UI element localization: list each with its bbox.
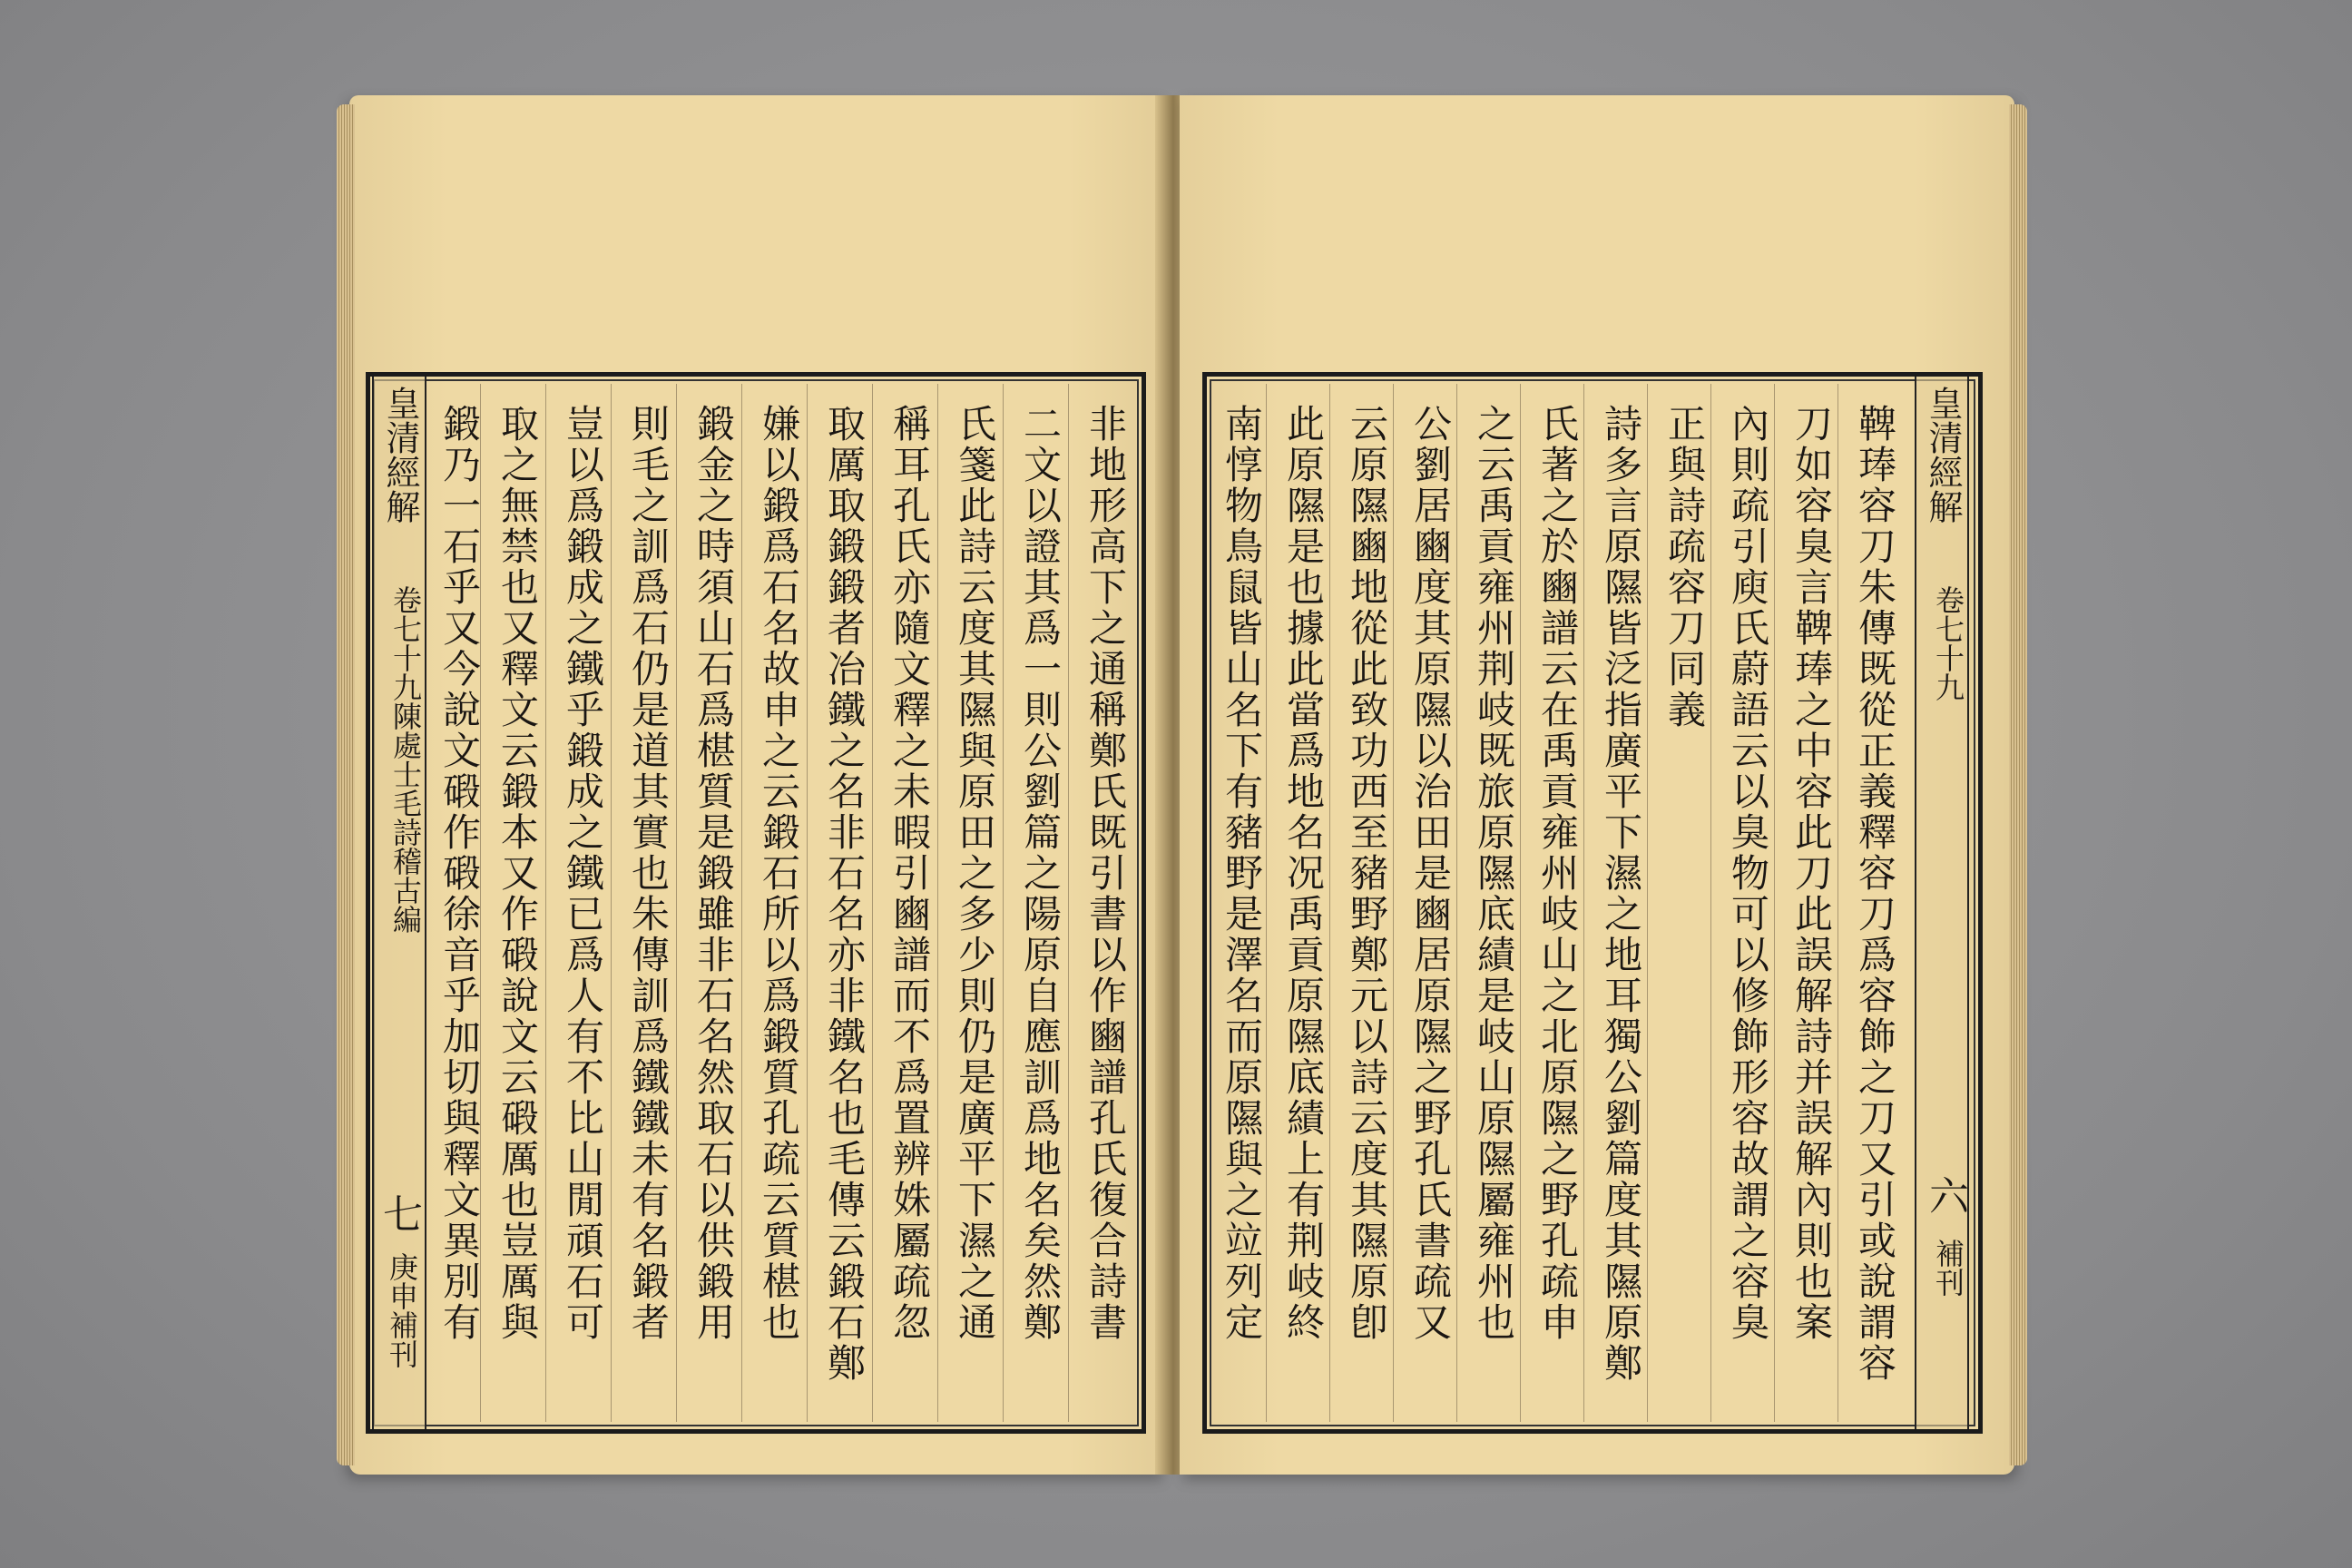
left-strip-volume: 卷七十九陳處士毛詩稽古編 [388, 585, 423, 934]
text-column: 取厲取鍛鍛者冶鐵之名非石名亦非鐵名也毛傳云鍛石鄭 [822, 404, 867, 1384]
left-strip-note: 庚申補刊 [385, 1252, 419, 1368]
open-book [349, 95, 2014, 1475]
text-column: 刀如容臭言鞞琫之中容此刀此誤解詩并誤解內則也案 [1789, 404, 1834, 1343]
left-page [349, 95, 1166, 1475]
right-page [1180, 95, 2014, 1475]
text-column: 南惇物鳥鼠皆山名下有豬野是澤名而原隰與之竝列定 [1220, 404, 1264, 1343]
left-page-edges [337, 104, 355, 1465]
text-column: 鍛乃一石乎又今說文碫作碫徐音乎加切與釋文異別有 [437, 404, 482, 1343]
text-column: 詩多言原隰皆泛指廣平下濕之地耳獨公劉篇度其隰原鄭 [1599, 404, 1643, 1384]
text-column: 鍛金之時須山石爲椹質是鍛雖非石名然取石以供鍛用 [691, 404, 736, 1343]
right-text-frame [1202, 372, 1983, 1434]
text-column: 豈以爲鍛成之鐵乎鍛成之鐵已爲人有不比山閒頑石可 [561, 404, 605, 1343]
left-text-frame [366, 372, 1146, 1434]
text-column: 非地形高下之通稱鄭氏既引書以作豳譜孔氏復合詩書 [1083, 404, 1128, 1343]
text-column: 二文以證其爲一則公劉篇之陽原自應訓爲地名矣然鄭 [1018, 404, 1063, 1343]
text-column: 氏箋此詩云度其隰與原田之多少則仍是廣平下濕之通 [953, 404, 997, 1343]
text-column: 之云禹貢雍州荆岐既旅原隰底績是岐山原隰屬雍州也 [1472, 404, 1516, 1343]
text-column: 取之無禁也又釋文云鍛本又作碫說文云碫厲也豈厲與 [495, 404, 540, 1343]
text-column: 正與詩疏容刀同義 [1662, 404, 1707, 730]
text-column: 氏著之於豳譜云在禹貢雍州岐山之北原隰之野孔疏申 [1535, 404, 1580, 1343]
right-strip-volume: 卷七十九 [1931, 585, 1965, 701]
text-column: 鞞琫容刀朱傳既從正義釋容刀爲容飾之刀又引或說謂容 [1853, 404, 1897, 1384]
right-page-edges [2009, 104, 2027, 1465]
text-column: 則毛之訓爲石仍是道其實也朱傳訓爲鐵鐵未有名鍛者 [626, 404, 671, 1343]
right-strip-title: 皇清經解 [1923, 386, 1963, 524]
text-column: 公劉居豳度其原隰以治田是豳居原隰之野孔氏書疏又 [1408, 404, 1453, 1343]
text-column: 嫌以鍛爲石名故申之云鍛石所以爲鍛質孔疏云質椹也 [757, 404, 801, 1343]
right-strip-note: 補刊 [1931, 1239, 1965, 1297]
left-strip-title: 皇清經解 [380, 386, 420, 524]
text-column: 云原隰豳地從此致功西至豬野鄭元以詩云度其隰原卽 [1345, 404, 1389, 1343]
text-column: 此原隰是也據此當爲地名况禹貢原隰底績上有荆岐終 [1281, 404, 1326, 1343]
left-page-number: 七 [376, 1193, 422, 1233]
text-column: 稱耳孔氏亦隨文釋之未暇引豳譜而不爲置辨姝屬疏忽 [887, 404, 932, 1343]
text-column: 內則疏引庾氏蔚語云以臭物可以修飾形容故謂之容臭 [1726, 404, 1770, 1343]
right-center-strip [1915, 377, 1969, 1429]
right-page-number: 六 [1922, 1175, 1968, 1215]
